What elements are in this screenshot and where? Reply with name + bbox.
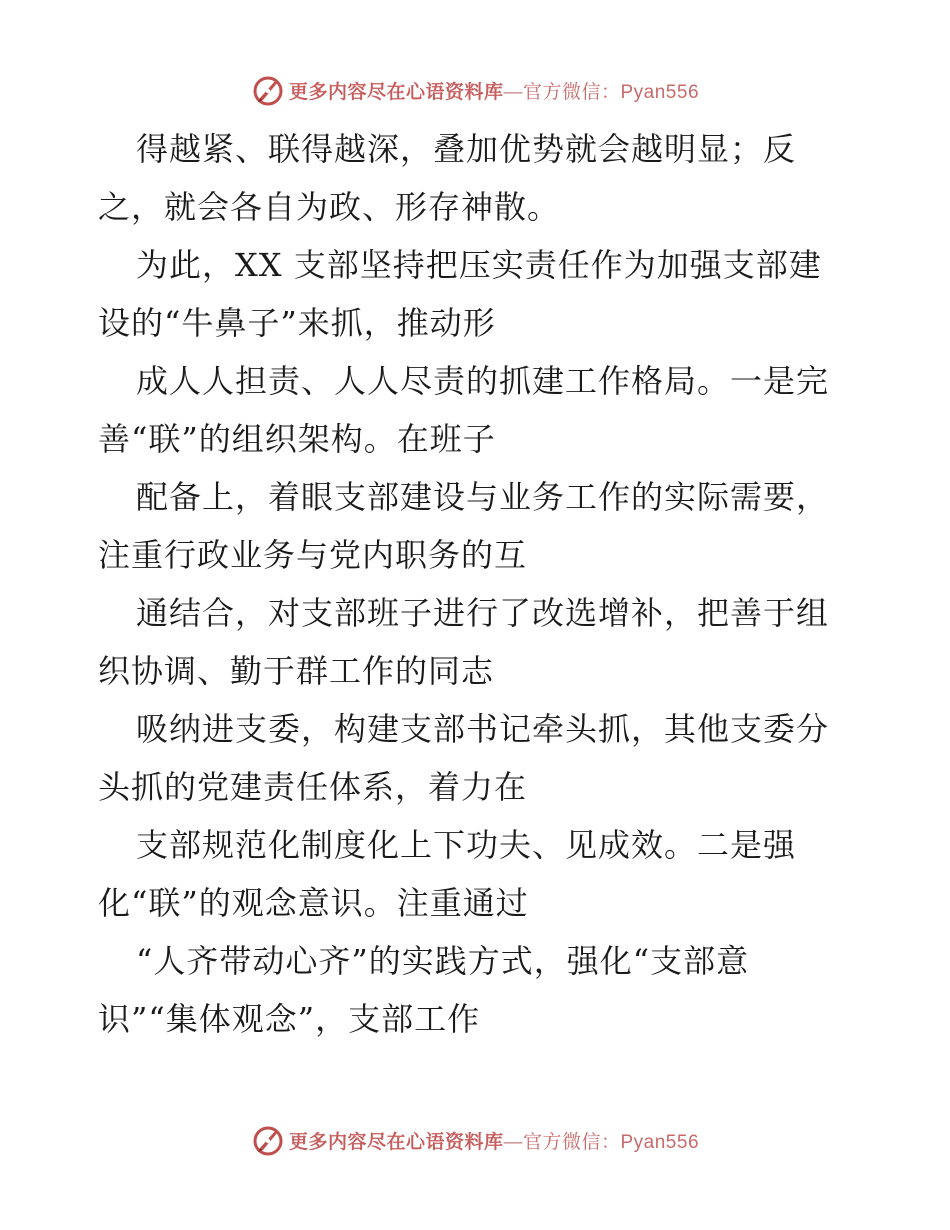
paragraph [0, 352, 950, 468]
paragraph [0, 700, 950, 816]
header-banner-text [289, 77, 699, 104]
header-banner-contact: 官方微信：Pyan556 [523, 81, 700, 103]
paragraph [0, 584, 950, 700]
text-line: 化“联”的观念意识。注重通过 [98, 884, 529, 922]
text-line: 注重行政业务与党内职务的互 [98, 536, 528, 574]
document-body [0, 120, 950, 1048]
text-line: 通结合，对支部班子进行了改选增补，把善于组 [136, 594, 830, 632]
text-line: 识”“集体观念”，支部工作 [98, 1000, 481, 1038]
text-line: 支部规范化制度化上下功夫、见成效。二是强 [136, 826, 797, 864]
header-banner [0, 70, 950, 110]
text-line: 为此，XX 支部坚持把压实责任作为加强支部建 [136, 246, 822, 284]
text-line: 设的“牛鼻子”来抓，推动形 [98, 304, 496, 342]
quill-pen-circle-icon [251, 73, 285, 107]
header-banner-main: 更多内容尽在心语资料库 [288, 81, 504, 103]
text-line: 配备上，着眼支部建设与业务工作的实际需要， [136, 478, 830, 516]
text-line: 头抓的党建责任体系，着力在 [98, 768, 528, 806]
text-line: “人齐带动心齐”的实践方式，强化“支部意 [136, 942, 750, 980]
footer-banner-separator: — [503, 1131, 523, 1153]
text-line: 得越紧、联得越深，叠加优势就会越明显；反 [136, 130, 797, 168]
paragraph [0, 468, 950, 584]
text-line: 成人人担责、人人尽责的抓建工作格局。一是完 [136, 362, 830, 400]
footer-banner-text [289, 1127, 699, 1154]
text-line: 吸纳进支委，构建支部书记牵头抓，其他支委分 [136, 710, 830, 748]
footer-banner-contact: 官方微信：Pyan556 [523, 1131, 700, 1153]
text-line: 之，就会各自为政、形存神散。 [98, 188, 561, 226]
paragraph [0, 816, 950, 932]
footer-banner [0, 1120, 950, 1160]
footer-banner-main: 更多内容尽在心语资料库 [288, 1131, 504, 1153]
text-line: 织协调、勤于群工作的同志 [98, 652, 495, 690]
text-line: 善“联”的组织架构。在班子 [98, 420, 496, 458]
header-banner-separator: — [503, 81, 523, 103]
paragraph [0, 120, 950, 236]
quill-pen-circle-icon [251, 1123, 285, 1157]
paragraph [0, 932, 950, 1048]
paragraph [0, 236, 950, 352]
